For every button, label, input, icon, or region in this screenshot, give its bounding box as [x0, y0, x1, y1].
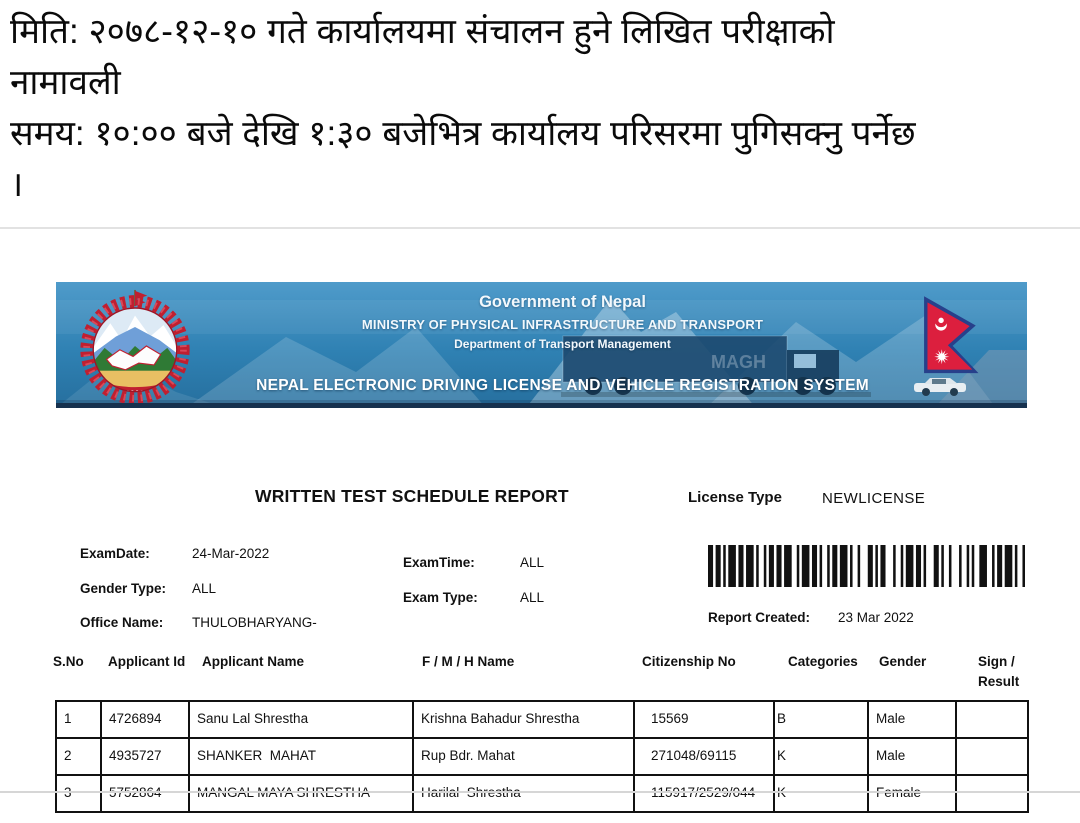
exam-time-label: ExamTime:: [403, 555, 475, 570]
table-cell: 271048/69115: [635, 739, 775, 776]
table-cell: SHANKER MAHAT: [190, 739, 414, 776]
exam-date-label: ExamDate:: [80, 546, 150, 561]
table-body: [55, 700, 1029, 813]
table-cell: [102, 776, 190, 813]
table-row: [57, 739, 1029, 776]
table-cell: [869, 776, 957, 813]
barcode-svg: [708, 545, 1025, 587]
col-header-categories: Categories: [788, 654, 858, 669]
banner-bottom-strip: [56, 403, 1027, 408]
office-name-label: Office Name:: [80, 615, 164, 630]
banner-text-block: [56, 293, 1027, 351]
table-cell: 1: [57, 702, 102, 739]
department-title: Department of Transport Management: [454, 337, 671, 351]
gender-type-label: Gender Type:: [80, 581, 167, 596]
col-header-fmh-name: F / M / H Name: [422, 654, 515, 669]
notice-line: ।: [10, 165, 24, 204]
col-header-applicant-id: Applicant Id: [108, 654, 186, 669]
table-cell: [635, 776, 775, 813]
table-cell: B: [775, 702, 869, 739]
exam-time-value: ALL: [520, 555, 545, 570]
table-cell: 15569: [635, 702, 775, 739]
report-created-label: Report Created:: [708, 610, 811, 625]
table-cell: [775, 776, 869, 813]
col-header-gender: Gender: [879, 654, 927, 669]
table-cell: 2: [57, 739, 102, 776]
table-cell: 4726894: [102, 702, 190, 739]
table-cell: Sanu Lal Shrestha: [190, 702, 414, 739]
top-divider: [0, 227, 1080, 229]
col-header-applicant-name: Applicant Name: [202, 654, 305, 669]
table-cell: K: [775, 739, 869, 776]
col-header-sno: S.No: [53, 654, 84, 669]
svg-text:MAGH: MAGH: [711, 352, 766, 372]
exam-date-value: 24-Mar-2022: [192, 546, 270, 561]
schedule-table: [55, 700, 1031, 792]
system-title: NEPAL ELECTRONIC DRIVING LICENSE AND VEHICLE REGISTRATION SYSTEM: [256, 377, 869, 394]
table-cell: [57, 776, 102, 813]
col-header-citizenship: Citizenship No: [642, 654, 736, 669]
table-row: [57, 776, 1029, 813]
table-cell: [190, 776, 414, 813]
table-cell: 4935727: [102, 739, 190, 776]
table-cell: Krishna Bahadur Shrestha: [414, 702, 635, 739]
report-created-value: 23 Mar 2022: [838, 610, 914, 625]
gender-type-value: ALL: [192, 581, 217, 596]
notice-line: नामावली: [10, 63, 121, 102]
col-header-sign-result: Sign / Result: [978, 654, 1020, 689]
table-cell: [957, 702, 1029, 739]
ministry-title: MINISTRY OF PHYSICAL INFRASTRUCTURE AND TRANSPORT: [361, 317, 764, 332]
license-type-value: NEWLICENSE: [822, 490, 926, 507]
letterhead-banner: [56, 282, 1027, 408]
table-cell: [957, 739, 1029, 776]
license-type-label: License Type: [688, 489, 782, 506]
notice-text[interactable]: [10, 6, 1072, 210]
exam-type-label: Exam Type:: [403, 590, 478, 605]
notice-line: समय: १०:०० बजे देखि १:३० बजेभित्र कार्यालय परिसरमा पुगिसक्नु पर्नेछ: [10, 114, 916, 153]
government-title: Government of Nepal: [479, 293, 646, 311]
bottom-divider: [0, 791, 1080, 793]
exam-type-value: ALL: [520, 590, 545, 605]
table-cell: Male: [869, 702, 957, 739]
office-name-value: THULOBHARYANG-: [192, 615, 317, 630]
report-title: WRITTEN TEST SCHEDULE REPORT: [255, 486, 569, 506]
table-cell: [957, 776, 1029, 813]
table-cell: [414, 776, 635, 813]
table-cell: Male: [869, 739, 957, 776]
notice-line: मिति: २०७८-१२-१० गते कार्यालयमा संचालन हुने लिखित परीक्षाको: [10, 12, 835, 51]
table-row: [57, 702, 1029, 739]
table-cell: Rup Bdr. Mahat: [414, 739, 635, 776]
